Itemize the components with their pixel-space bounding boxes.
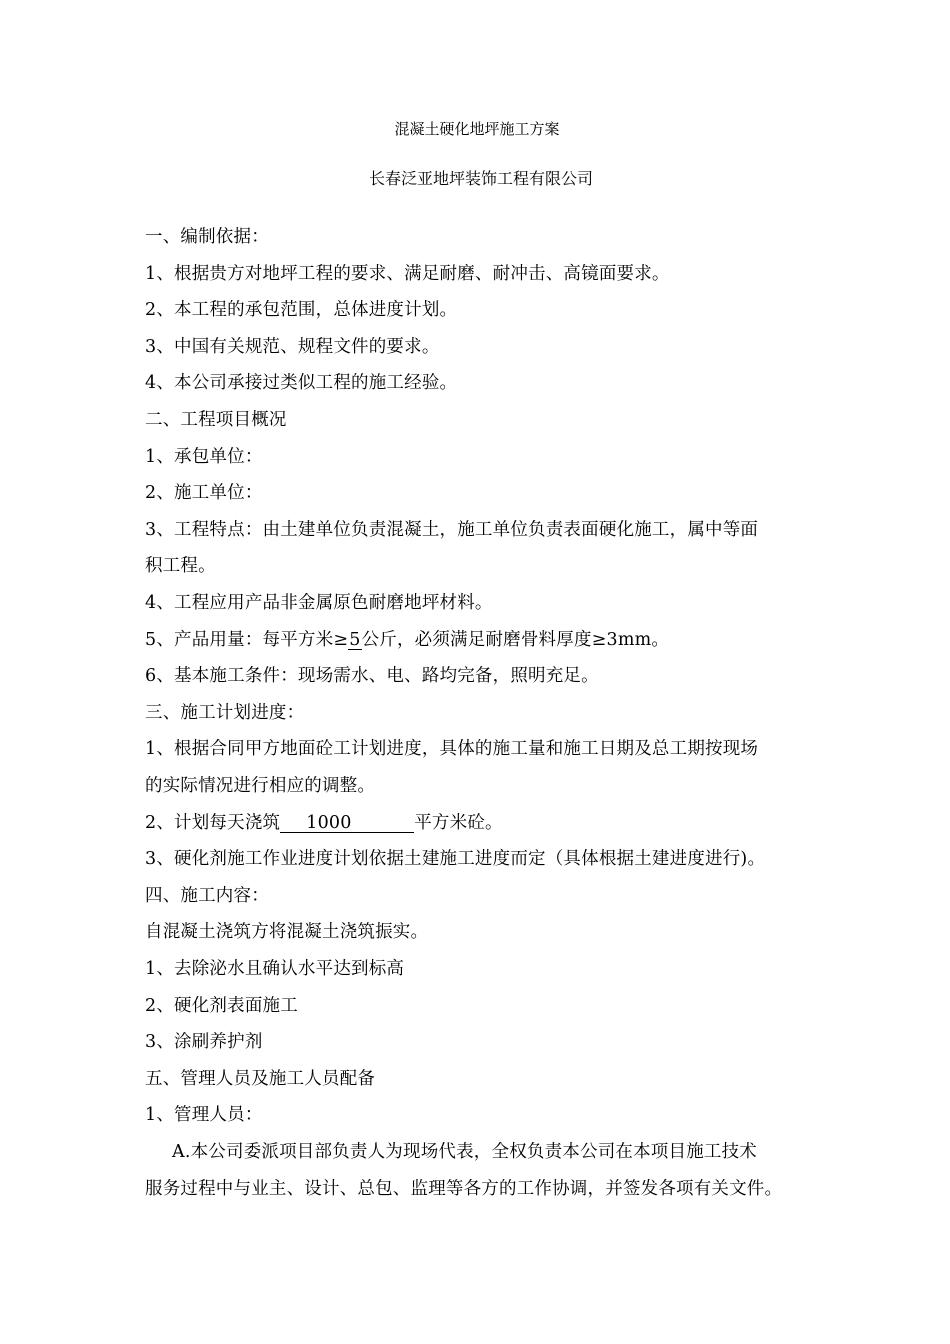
list-item-continuation: 的实际情况进行相应的调整。 — [145, 776, 376, 796]
list-item — [145, 812, 503, 834]
list-item: 6、基本施工条件：现场需水、电、路均完备，照明充足。 — [145, 666, 599, 686]
list-item: 3、中国有关规范、规程文件的要求。 — [145, 337, 440, 357]
list-item: 3、涂刷养护剂 — [145, 1032, 263, 1052]
list-item: 3、工程特点：由土建单位负责混凝土，施工单位负责表面硬化施工，属中等面 — [145, 520, 759, 540]
list-item: 1、根据贵方对地坪工程的要求、满足耐磨、耐冲击、高镜面要求。 — [145, 264, 670, 284]
list-item: 1、去除泌水且确认水平达到标高 — [145, 959, 405, 979]
document-title: 混凝土硬化地坪施工方案 — [394, 120, 560, 138]
item-text: 5、产品用量：每平方米≥ — [145, 630, 349, 650]
list-item — [145, 629, 669, 651]
section-heading: 一、编制依据： — [145, 227, 269, 247]
item-text: 平方米砼。 — [414, 813, 503, 833]
paragraph-continuation: 服务过程中与业主、设计、总包、监理等各方的工作协调，并签发各项有关文件。 — [145, 1179, 783, 1199]
list-item: 1、根据合同甲方地面砼工计划进度，具体的施工量和施工日期及总工期按现场 — [145, 739, 759, 759]
section-heading: 四、施工内容： — [145, 886, 269, 906]
fill-in-value: 5 — [349, 630, 361, 650]
paragraph: 自混凝土浇筑方将混凝土浇筑振实。 — [145, 922, 429, 942]
section-heading: 五、管理人员及施工人员配备 — [145, 1069, 376, 1089]
list-item-continuation: 积工程。 — [145, 556, 216, 576]
list-item: 2、硬化剂表面施工 — [145, 996, 298, 1016]
paragraph: A.本公司委派项目部负责人为现场代表，全权负责本公司在本项目施工技术 — [172, 1142, 757, 1162]
company-name: 长春泛亚地坪装饰工程有限公司 — [368, 169, 593, 188]
list-item: 4、工程应用产品非金属原色耐磨地坪材料。 — [145, 593, 493, 613]
list-item: 4、本公司承接过类似工程的施工经验。 — [145, 373, 458, 393]
item-text: 2、计划每天浇筑 — [145, 813, 281, 833]
section-heading: 三、施工计划进度： — [145, 703, 305, 723]
list-item: 1、管理人员： — [145, 1105, 263, 1125]
section-heading: 二、工程项目概况 — [145, 410, 287, 430]
list-item: 1、承包单位： — [145, 447, 263, 467]
item-text: 公斤，必须满足耐磨骨料厚度≥3mm。 — [361, 630, 670, 650]
list-item: 3、硬化剂施工作业进度计划依据土建施工进度而定（具体根据土建进度进行)。 — [145, 849, 766, 869]
list-item: 2、施工单位： — [145, 483, 263, 503]
fill-in-value: 1000 — [280, 814, 414, 833]
list-item: 2、本工程的承包范围，总体进度计划。 — [145, 300, 458, 320]
